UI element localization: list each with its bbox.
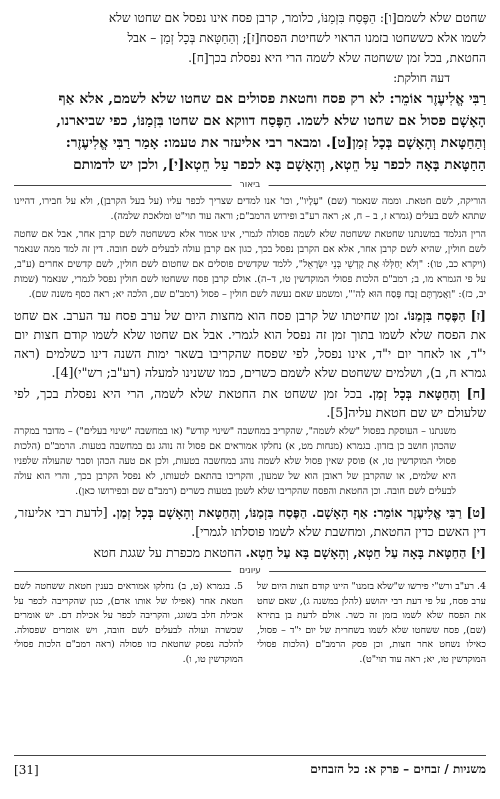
iyunim-divider xyxy=(14,564,486,578)
text-line: רַבִּי אֱלִיעֶזֶר אוֹמֵר: לא רק פסח וחטאת פסולים אם שחטו שלא לשמם, אלא אַף xyxy=(58,91,486,107)
text-line: לשמו אלא כששחטו בזמנו הראוי לשחיטת הפסח[ז]; וְהַחַטָּאת בְּכָל זְמַן – אבל xyxy=(127,31,486,45)
text-line: הָאָשָׁם פסול אם שחטו שלא לשמו. הַפֶּסַח דווקא אם שחטו בִּזְמַנּוֹ, כפי שביארנו, xyxy=(56,113,486,129)
divider-label: ביאור xyxy=(232,178,269,192)
page-footer xyxy=(14,755,486,777)
note-text: [לדעת רבי אליעזר, דין האשם כדין החטאת, ומחשבת שלא לשמו פוסלתו לגמרי]. xyxy=(14,505,486,539)
footer-title: משניות / זבחים – פרק א: כל הזבחים xyxy=(310,762,486,776)
biur-section xyxy=(14,194,486,302)
text-line: שחטם שלא לשמם[ו]: הַפֶּסַח בִּזְמַנּוֹ, כלומר, קרבן פסח אינו נפסל אם שחטו שלא xyxy=(108,11,486,25)
note-lead: [י] הַחַטָּאת בָּאָה עַל חֵטְא, וְהָאָשָׁם בָּא עַל חֵטְא. xyxy=(245,545,486,560)
note-text: החטאת מכפרת על שגגת חטא xyxy=(93,545,242,560)
biur-divider xyxy=(14,178,486,192)
note-text: זמן שחיטתו של קרבן פסח הוא מחצות היום של ערב פסח עד הערב. אם שחט את הפסח שלא לשמו בתוך זמן זה נפסל הוא לגמרי. אבל אם שחטו שלא לשמו קודם חצות יום י"ד, או לאחר יום י"ד, אינו נפסל, לפי שפסח שהקריבו בשאר ימות השנה דינו כשלמים (ראה גמרא ח, ב), ושלמים ששחטם שלא לשמם כשרים, כמו ששנינו למעלה (רע"ב; רש"י)[4]. xyxy=(14,308,486,380)
note-lead: [ט] רַבִּי אֱלִיעֶזֶר אוֹמֵר: אַף הָאָשָׁם. הַפֶּסַח בִּזְמַנּוֹ, וְהַחַטָּאת וְהָאָשָׁם בְּכָל זְמַן. xyxy=(112,505,486,520)
small-paragraph: משנתנו – העוסקת בפסול "שלא לשמה", שהקריב במחשבה "שינוי קודש" (או במחשבה "שינוי בעלים") – מדובר במקרה שהכהן חושב כן בזדון. בגמרא (מנחות מט, א) נחלקו אמוראים אם פסול זה נוהג גם במחשבה בטעות. הרמב"ם (הלכות פסולי המוקדשין טו, א) פוסק שאין פסול שלא לשמה נוהג במחשבה בטעות, ולכן אם טעה הכהן וסבר שהעולה שלפניו היא שלמים, או שהקרבן של ראובן הוא של שמעון, והקריבו בהתאם לטעותו, לא נפסל הקרבן בכך, והרי הוא עולה לבעלים לשם חובה. וכן החטאת והפסח שהקריבו שלא לשמן בטעות כשרים (רמב"ם שם ובפירושו כאן). xyxy=(14,426,456,497)
text-line: הַחַטָּאת בָּאָה לכפר עַל חֵטְא, וְהָאָשָׁם בָּא לכפר עַל חֵטְא[י], ולכן יש לדמותם xyxy=(73,157,486,173)
note-lead: [ח] וְהַחַטָּאת בְּכָל זְמַן. xyxy=(368,386,486,401)
final-notes xyxy=(14,503,486,562)
mid-notes xyxy=(14,306,486,422)
note-paragraph xyxy=(14,503,486,541)
biur-paragraph: הרין הנלמד במשנתנו שחטאת ששחטה שלא לשמה פסולה לגמרי, אינו אמור אלא כששחטה לשם קרבן אחר, אבל אם שחטה לשם חולין, שהיא לשם קרבן אחר, אלא אם הקרבן נפסל בכך, כגון אם קרבן עולה לבעלים לשם חובה. דין זה למד ממה שנאמר (ויקרא כב, טו): "וְלֹא יְחַלְּלוּ אֶת קָדְשֵׁי בְּנֵי יִשְׂרָאֵל", ללמד שקדשים פוסלים אם שחטום לשם חולין, לשם קדשים אחרים (ע"ב, על פי הגמרא מו, ב; רמב"ם הלכות פסולי המוקדשין טו, ד–ה). אולם קרבן פסח ששחטו לשם חולין נפסל לגמרי, שנאמר (שמות יב, כז): "וַאֲמַרְתֶּם זֶבַח פֶּסַח הוּא לַה'", ומשמע שאם נעשה לשם חולין – פסול (רמב"ם שם, הלכה יא; ראה כסף משנה שם). xyxy=(14,229,486,300)
text-line: וְהַחַטָּאת וְהָאָשָׁם בְּכָל זְמַן[ט]. ומבאר רבי אליעזר את טעמו: אָמַר רַבִּי אֱלִיעֶזֶר: xyxy=(65,135,486,151)
note-lead: [ז] הַפֶּסַח בִּזְמַנּוֹ. xyxy=(403,308,486,323)
note-text: בכל זמן ששחט את החטאת שלא לשמה, הרי היא נפסלת בכך, לפי שלעולם יש שם חטאת עליה[5]. xyxy=(14,386,486,420)
opinion-paragraph xyxy=(14,88,486,176)
top-paragraph xyxy=(14,8,486,68)
opinion-title: דעה חולקת: xyxy=(393,71,450,85)
footnote-right: 4. רע"ב ורש"י פירשו ש"שלא בזמנו" היינו קודם חצות היום של ערב פסח, על פי דעת רבי יהושע (להלן במשנה ג), שאם שחט את הפסח שלא לשמו בזמן זה כשר. אולם לדעת בן בתירא (שם), פסח ששחטו שלא לשמו בשחרית של יום י"ד – פסול, כאילו נשחט אחר חצות, וכן פסק הרמב"ם (הלכות פסולי המוקדשין טו, יא; ראה עוד תוי"ט). xyxy=(257,581,486,665)
note-paragraph xyxy=(14,543,486,562)
text-line: החטאת, בכל זמן ששחטה שלא לשמה הרי היא נפסלת בכך[ח]. xyxy=(188,51,486,65)
divider-label: עיונים xyxy=(231,564,269,578)
footnotes xyxy=(14,580,486,667)
footnote-left: 5. בגמרא (ט, ב) נחלקו אמוראים בענין חטאת ששחטה לשם חטאת אחר (אפילו של אותו אדם), כגון שהקריבה לכפר על אכילת חלב בשוגג, והקריבה לכפר על אכילת דם. יש אומרים שכשרה ועולה לבעלים לשם חובה, ויש אומרים שפסולה. להלכה נפסק שחטאת כזו פסולה (ראה רמב"ם הלכות פסולי המוקדשין טו, ו). xyxy=(14,581,243,665)
note-paragraph xyxy=(14,306,486,382)
biur-paragraph: הוריקה, לשם חטאת. וממה שנאמר (שם) "עָלָיו", וכו' אנו למדים שצריך לכפר עליו (על בעל הקרבן), ולא על חבירו, דהיינו שתהא לשם בעלים (גמרא ז, ב – ח, א; ראה רע"ב ופירוש הרמב"ם; וראה עוד תוי"ט ומלאכת שלמה). xyxy=(14,196,486,222)
page-number: [31] xyxy=(14,762,39,777)
note-paragraph xyxy=(14,384,486,422)
